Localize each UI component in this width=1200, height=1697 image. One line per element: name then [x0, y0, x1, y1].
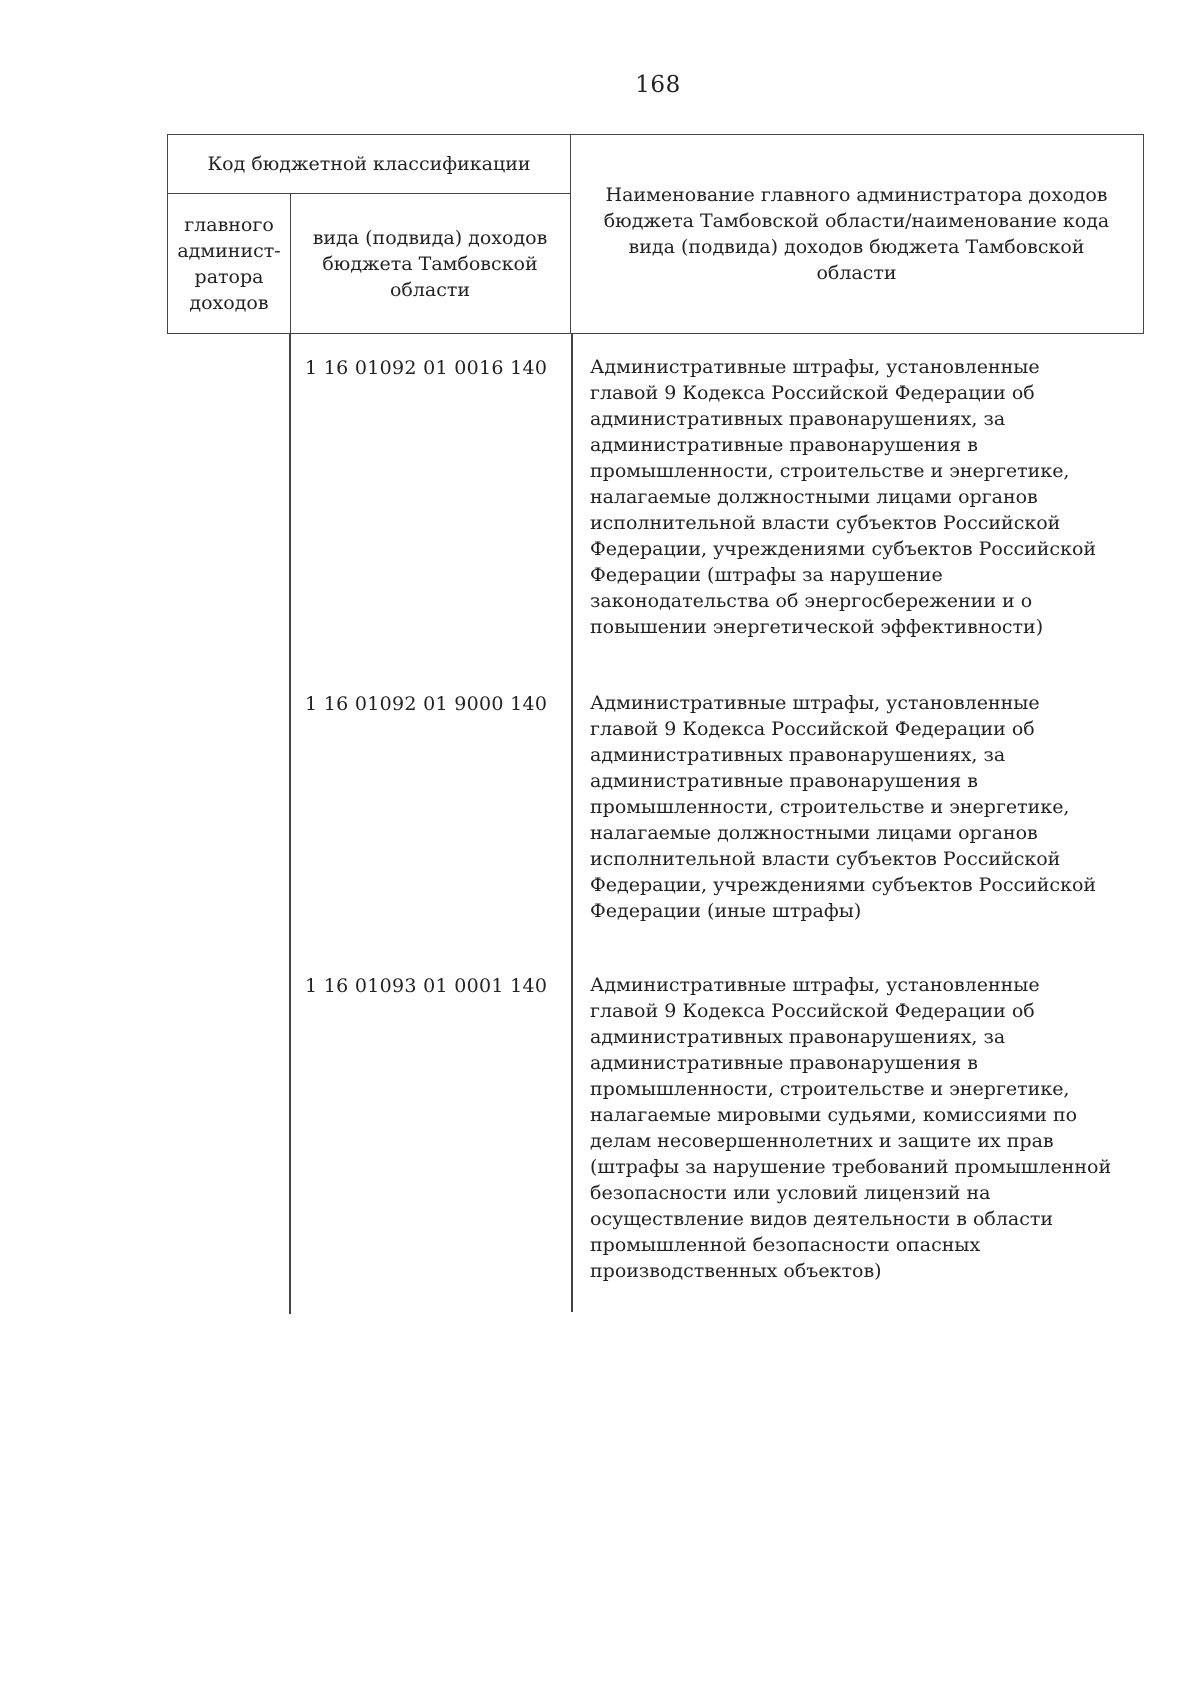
table-header: [167, 134, 1144, 334]
revenue-code: 1 16 01092 01 9000 140: [305, 693, 548, 715]
revenue-code: 1 16 01092 01 0016 140: [305, 357, 548, 379]
revenue-code: 1 16 01093 01 0001 140: [305, 975, 548, 997]
header-chief-administrator: главного админист-ратора доходов: [168, 193, 291, 334]
header-revenue-type-code: вида (подвида) доходов бюджета Тамбовской области: [290, 193, 571, 334]
header-name: Наименование главного администратора доходов бюджета Тамбовской области/наименование кода вида (подвида) доходов бюджета Тамбовской области: [603, 184, 1110, 284]
revenue-description: Административные штрафы, установленные главой 9 Кодекса Российской Федерации об административных правонарушениях, за административные правонарушения в промышленности, строительстве и энергетике, налагаемые должностными лицами органов исполнительной власти субъектов Российской Федерации, учреждениями субъектов Российской Федерации (штрафы за нарушение законодательства об энергосбережении и о повышении энергетической эффективности): [590, 356, 1097, 638]
revenue-description: Административные штрафы, установленные главой 9 Кодекса Российской Федерации об административных правонарушениях, за административные правонарушения в промышленности, строительстве и энергетике, налагаемые мировыми судьями, комиссиями по делам несовершеннолетних и защите их прав (штрафы за нарушение требований промышленной безопасности или условий лицензий на осуществление видов деятельности в области промышленной безопасности опасных производственных объектов): [590, 974, 1112, 1282]
column-rule-right: [571, 334, 573, 1312]
header-budget-classification-code: Код бюджетной классификации: [168, 135, 571, 194]
column-rule-left: [289, 334, 291, 1314]
revenue-description: Административные штрафы, установленные главой 9 Кодекса Российской Федерации об административных правонарушениях, за административные правонарушения в промышленности, строительстве и энергетике, налагаемые должностными лицами органов исполнительной власти субъектов Российской Федерации, учреждениями субъектов Российской Федерации (иные штрафы): [590, 692, 1097, 922]
page-number: 168: [635, 72, 681, 98]
